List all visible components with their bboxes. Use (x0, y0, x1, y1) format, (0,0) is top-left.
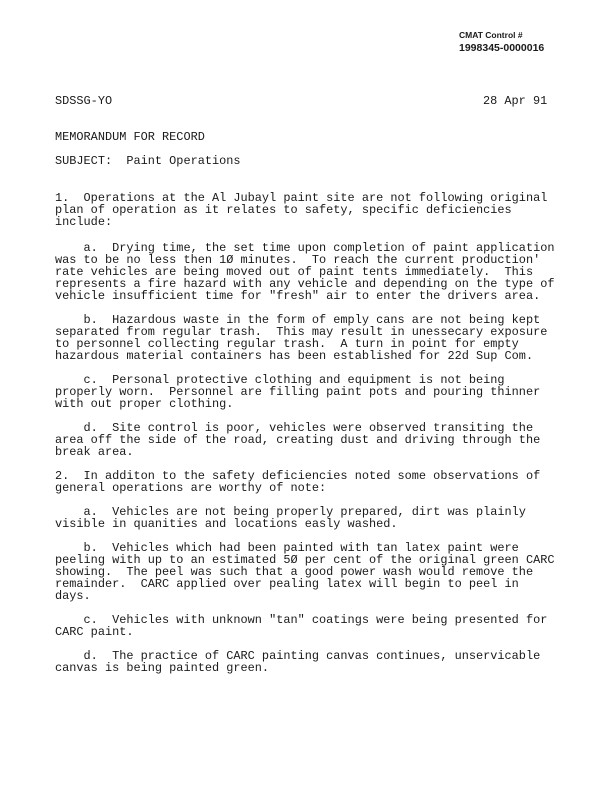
paragraph-line: d. Site control is poor, vehicles were observed transiting the (55, 421, 534, 435)
memo-date: 28 Apr 91 (483, 94, 548, 108)
control-number: 1998345-0000016 (459, 42, 545, 54)
paragraph-line: with out proper clothing. (55, 397, 234, 411)
memo-title: MEMORANDUM FOR RECORD (55, 130, 205, 144)
paragraph-line: separated from regular trash. This may result in unessecary exposure (55, 325, 548, 339)
paragraph-line: CARC paint. (55, 625, 134, 639)
paragraph-line: to personnel collecting regular trash. A turn in point for empty (55, 337, 519, 351)
paragraph-line: vehicle insufficient time for "fresh" air to enter the drivers area. (55, 289, 541, 303)
office-symbol: SDSSG-YO (55, 94, 113, 108)
paragraph-line: area off the side of the road, creating dust and driving through the (55, 433, 541, 447)
paragraph-line: remainder. CARC applied over pealing latex will begin to peel in (55, 577, 519, 591)
paragraph (55, 192, 547, 228)
paragraph-line: showing. The peel was such that a good power wash would remove the (55, 565, 534, 579)
paragraph-line: plan of operation as it relates to safety, specific deficiencies (55, 203, 512, 217)
paragraph-line: hazardous material containers has been established for 22d Sup Com. (55, 349, 534, 363)
paragraph-line: general operations are worthy of note: (55, 481, 327, 495)
paragraph-line: properly worn. Personnel are filling paint pots and pouring thinner (55, 385, 541, 399)
paragraph-line: include: (55, 215, 113, 229)
control-label: CMAT Control # (459, 30, 523, 40)
paragraph-line: a. Vehicles are not being properly prepared, dirt was plainly (55, 505, 526, 519)
paragraph-line: 1. Operations at the Al Jubayl paint site are not following original (55, 191, 548, 205)
paragraph (55, 470, 540, 494)
paragraph-line: b. Hazardous waste in the form of emply cans are not being kept (55, 313, 541, 327)
paragraph-line: canvas is being painted green. (55, 661, 270, 675)
paragraph (55, 314, 547, 362)
paragraph (55, 650, 540, 674)
memo-subject: SUBJECT: Paint Operations (55, 154, 241, 168)
paragraph-line: d. The practice of CARC painting canvas continues, unservicable (55, 649, 541, 663)
paragraph-line: visible in quanities and locations easly washed. (55, 517, 398, 531)
paragraph (55, 542, 555, 602)
paragraph-line: days. (55, 589, 91, 603)
paragraph (55, 506, 526, 530)
paragraph-line: a. Drying time, the set time upon completion of paint application (55, 241, 555, 255)
paragraph-line: represents a fire hazard with any vehicle and depending on the type of (55, 277, 555, 291)
paragraph-line: 2. In additon to the safety deficiencies noted some observations of (55, 469, 541, 483)
paragraph-line: rate vehicles are being moved out of paint tents immediately. This (55, 265, 534, 279)
paragraph (55, 422, 540, 458)
paragraph-line: c. Personal protective clothing and equipment is not being (55, 373, 505, 387)
paragraph (55, 614, 547, 638)
paragraph-line: was to be no less then 1Ø minutes. To reach the current production' (55, 253, 541, 267)
paragraph-line: b. Vehicles which had been painted with tan latex paint were (55, 541, 519, 555)
paragraph (55, 242, 555, 302)
paragraph (55, 374, 540, 410)
paragraph-line: break area. (55, 445, 134, 459)
paragraph-line: c. Vehicles with unknown "tan" coatings were being presented for (55, 613, 548, 627)
paragraph-line: peeling with up to an estimated 5Ø per cent of the original green CARC (55, 553, 555, 567)
